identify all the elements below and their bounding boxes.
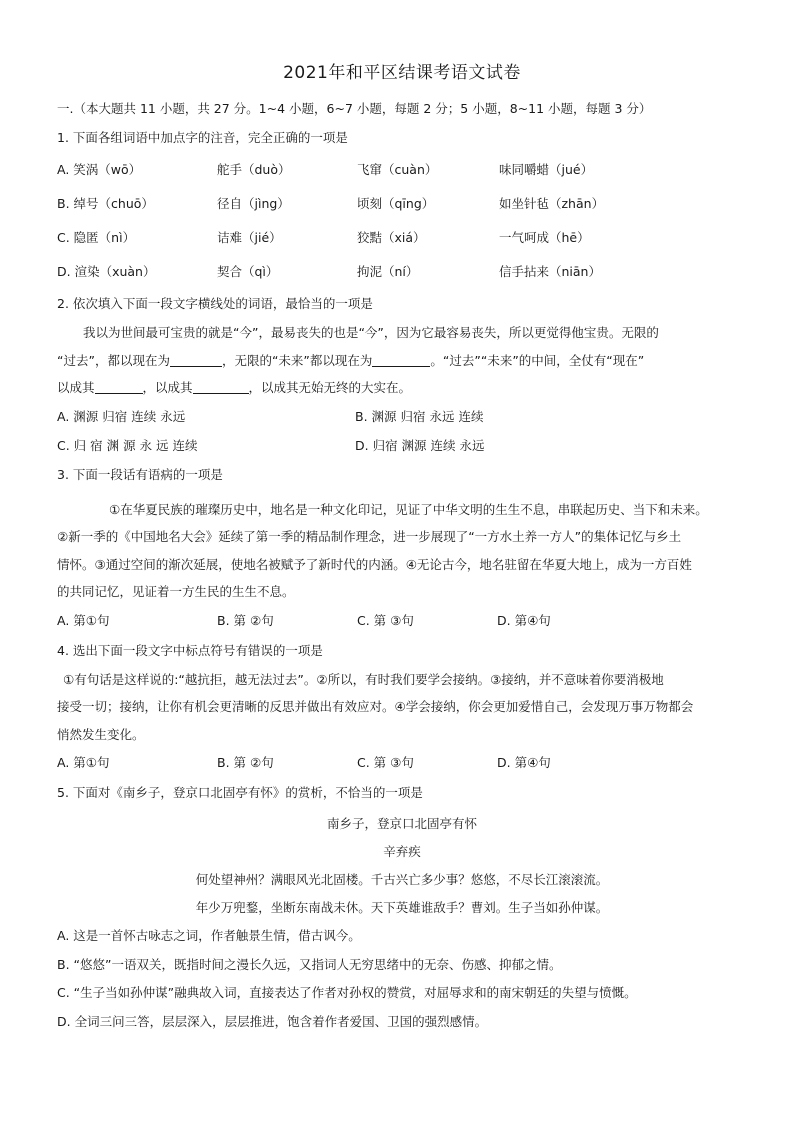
exam-title: 2021年和平区结课考语文试卷 [283, 63, 521, 83]
q3-option-b: B. 第 ②句 [217, 612, 274, 628]
q3-stem: 3. 下面一段话有语病的一项是 [57, 466, 223, 482]
q3-option-a: A. 第①句 [57, 612, 110, 628]
q1-b-3: 顷刻（qīng） [357, 196, 435, 211]
q5-option-a: A. 这是一首怀古咏志之词，作者触景生情，借古讽今。 [57, 928, 361, 943]
q4-option-d: D. 第④句 [497, 755, 551, 770]
q1-c-2: 诘难（jié） [217, 230, 282, 245]
q1-b-4: 如坐针毡（zhān） [499, 196, 605, 211]
fill-blank-2 [372, 352, 430, 367]
q2-passage-line-2: “过去”，都以现在为 ，无限的“未来”都以现在为 。“过去”“未来”的中间，全仗有“现在” [57, 352, 645, 368]
q4-stem: 4. 选出下面一段文字中标点符号有错误的一项是 [57, 642, 323, 658]
q1-a-4: 味同嚼蜡（jué） [499, 162, 594, 177]
q1-a-2: 舵手（duò） [217, 162, 291, 177]
q1-a-3: 飞窜（cuàn） [357, 162, 438, 177]
q2-option-d: D. 归宿 渊源 连续 永远 [355, 437, 485, 453]
q1-option-b [57, 187, 747, 221]
q1-c-1: C. 隐匿（nì） [57, 230, 136, 245]
q2-passage-line-1: 我以为世间最可宝贵的就是“今”，最易丧失的也是“今”，因为它最容易丧失，所以更觉得他宝贵。无限的 [83, 325, 659, 340]
q2-option-b: B. 渊源 归宿 永远 连续 [355, 408, 484, 424]
q5-option-c: C. “生子当如孙仲谋”融典故入词，直接表达了作者对孙权的赞赏，对屈辱求和的南宋朝廷的失望与愤慨。 [57, 985, 637, 1000]
q4-option-b: B. 第 ②句 [217, 755, 274, 770]
q2-passage-line-3: 以成其 ，以成其 ，以成其无始无终的大实在。 [57, 380, 412, 395]
q3-option-c: C. 第 ③句 [357, 612, 414, 628]
q2-options-row-2 [57, 431, 747, 460]
q1-c-3: 狡黠（xiá） [357, 230, 426, 245]
poem-title: 南乡子，登京口北固亭有怀 [326, 816, 477, 831]
q1-c-4: 一气呵成（hē） [499, 230, 590, 245]
q1-b-1: B. 绰号（chuō） [57, 196, 154, 211]
q3-passage-line-4: 的共同记忆，见证着一方生民的生生不息。 [57, 584, 295, 599]
q1-b-2: 径自（jìng） [217, 196, 290, 211]
q4-passage-line-1: ①有句话是这样说的:“越抗拒，越无法过去”。②所以，有时我们要学会接纳。③接纳，并不意味着你要消极地 [63, 671, 664, 687]
section-header: 一.（本大题共 11 小题，共 27 分。1~4 小题，6~7 小题，每题 2 分；5 小题，8~11 小题，每题 3 分） [57, 101, 652, 116]
q5-option-b: B. “悠悠”一语双关，既指时间之漫长久远，又指词人无穷思绪中的无奈、伤感、抑郁之情。 [57, 956, 562, 972]
q5-option-d: D. 全词三问三答，层层深入，层层推进，饱含着作者爱国、卫国的强烈感情。 [57, 1013, 488, 1029]
q1-option-c [57, 221, 747, 255]
q2-stem: 2. 依次填入下面一段文字横线处的词语，最恰当的一项是 [57, 296, 373, 311]
q5-stem: 5. 下面对《南乡子，登京口北固亭有怀》的赏析，不恰当的一项是 [57, 785, 423, 800]
poem-author: 辛弃疾 [383, 844, 421, 859]
fill-blank-1 [170, 352, 222, 367]
q2-option-c: C. 归 宿 渊 源 永 远 连续 [57, 437, 198, 453]
fill-blank-3 [95, 379, 143, 394]
q1-d-2: 契合（qì） [217, 264, 279, 279]
q4-options [57, 748, 747, 778]
q2-options-row-1 [57, 402, 747, 431]
q4-passage-line-3: 悄然发生变化。 [57, 726, 145, 742]
q1-option-a [57, 153, 747, 187]
poem-line-2: 年少万兜鍪，坐断东南战未休。天下英雄谁敌手？曹刘。生子当如孙仲谋。 [195, 900, 609, 915]
q3-passage-line-2: ②新一季的《中国地名大会》延续了第一季的精品制作理念，进一步展现了“一方水土养一方人”的集体记忆与乡土 [57, 529, 682, 544]
q3-option-d: D. 第④句 [497, 612, 551, 628]
q1-stem: 1. 下面各组词语中加点字的注音，完全正确的一项是 [57, 130, 348, 145]
q1-option-d [57, 255, 747, 289]
q1-d-1: D. 渲染（xuàn） [57, 264, 156, 279]
q1-d-3: 拘泥（ní） [357, 264, 419, 279]
q2-option-a: A. 渊源 归宿 连续 永远 [57, 408, 186, 424]
q4-passage-line-2: 接受一切；接纳，让你有机会更清晰的反思并做出有效应对。④学会接纳，你会更加爱惜自己，会发现万事万物都会 [57, 699, 694, 714]
q3-options [57, 606, 747, 636]
fill-blank-4 [193, 379, 249, 394]
q4-option-a: A. 第①句 [57, 755, 110, 770]
q1-d-4: 信手拈来（niān） [499, 264, 601, 279]
poem-line-1: 何处望神州？满眼风光北固楼。千古兴亡多少事？悠悠，不尽长江滚滚流。 [195, 872, 609, 887]
q3-passage-line-3: 情怀。③通过空间的渐次延展，使地名被赋予了新时代的内涵。④无论古今，地名驻留在华夏大地上，成为一方百姓 [57, 556, 692, 572]
q4-option-c: C. 第 ③句 [357, 755, 414, 770]
exam-page [57, 58, 747, 1036]
q3-passage-line-1: ①在华夏民族的璀璨历史中，地名是一种文化印记，见证了中华文明的生生不息，串联起历史、当下和未来。 [109, 501, 708, 517]
q1-a-1: A. 笑涡（wō） [57, 162, 142, 177]
